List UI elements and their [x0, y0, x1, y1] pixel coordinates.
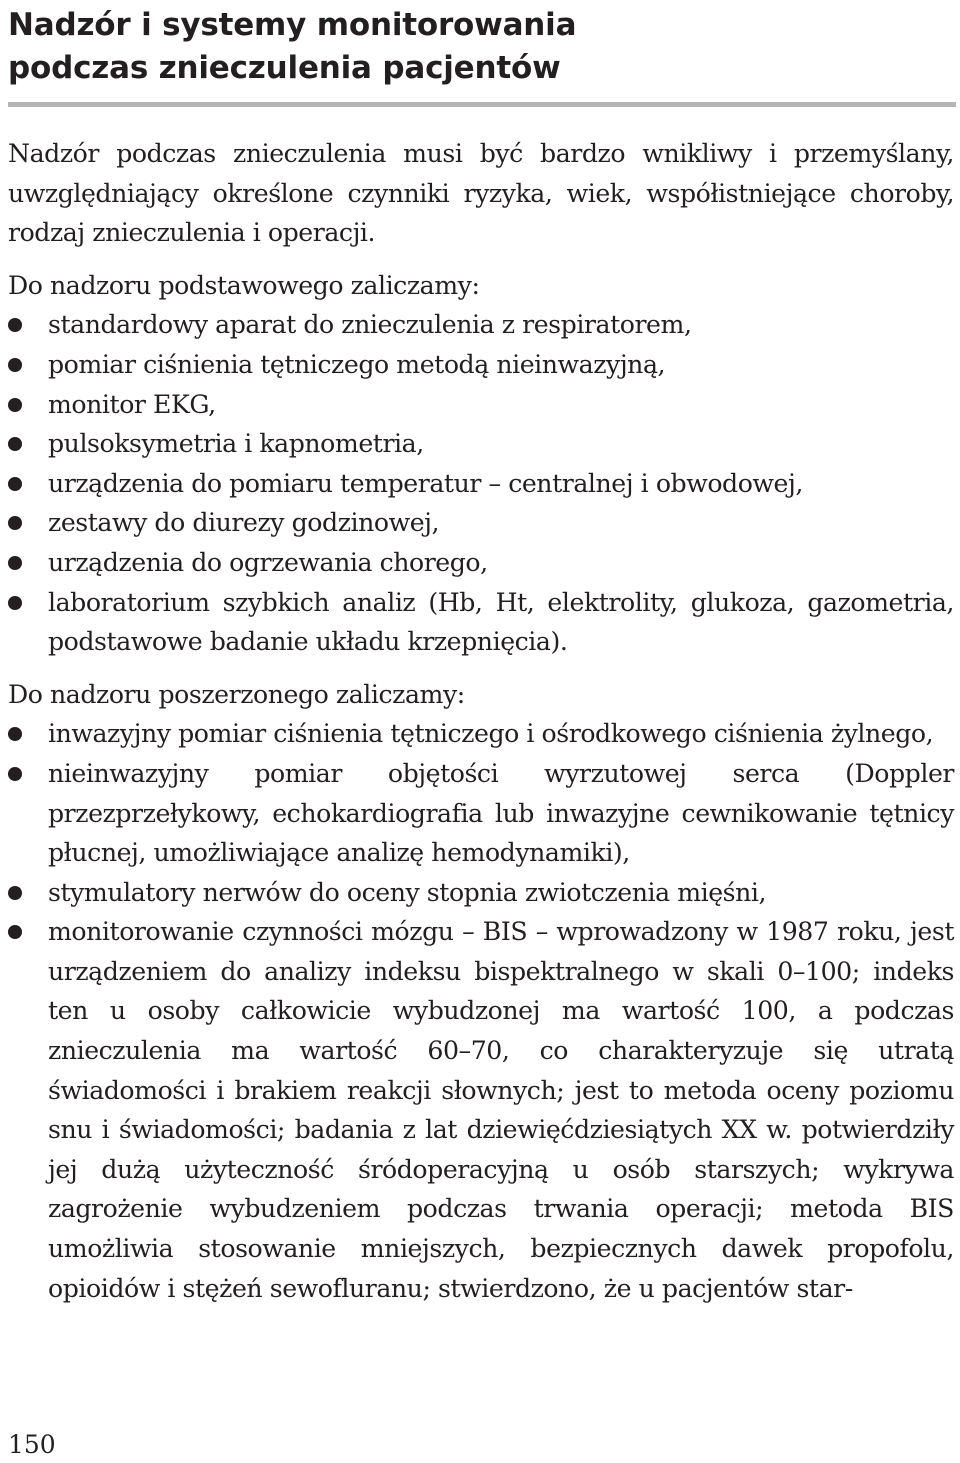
list-item-text: zestawy do diurezy godzinowej, — [48, 508, 440, 538]
extended-monitoring-list — [8, 714, 954, 1308]
list-item — [8, 345, 954, 385]
basic-monitoring-list — [8, 305, 954, 661]
bullet-icon — [8, 477, 22, 491]
list-item — [8, 583, 954, 662]
chapter-title-line-2: podczas znieczulenia pacjentów — [8, 50, 561, 86]
list-item-text: urządzenia do ogrzewania chorego, — [48, 547, 488, 577]
list-item-text: monitor EKG, — [48, 389, 216, 419]
list-item — [8, 424, 954, 464]
bullet-icon — [8, 358, 22, 372]
bullet-icon — [8, 516, 22, 530]
bullet-icon — [8, 437, 22, 451]
extended-monitoring-heading: Do nadzoru poszerzonego zaliczamy: — [8, 679, 465, 709]
chapter-title — [8, 4, 954, 90]
list-item-text: monitorowanie czynności mózgu – BIS – wprowadzony w 1987 roku, jest urządzeniem do analizy indeksu bispektralnego w skali 0–100; indeks ten u osoby całkowicie wybudzonej ma wartość 100, a podczas znieczulenia ma wartość 60–70, co charakteryzuje się utratą świadomości i brakiem reakcji słownych; jest to metoda oceny poziomu snu i świadomości; badania z lat dziewięćdziesiątych XX w. potwierdziły jej dużą użyteczność śródoperacyjną u osób starszych; wykrywa zagrożenie wybudzeniem podczas trwania operacji; metoda BIS umożliwia stosowanie mniejszych, bezpiecznych dawek propofolu, opioidów i stężeń sewofluranu; stwierdzono, że u pacjentów star- — [48, 917, 954, 1303]
list-item — [8, 385, 954, 425]
list-item — [8, 873, 954, 913]
basic-monitoring-heading: Do nadzoru podstawowego zaliczamy: — [8, 270, 480, 300]
list-item — [8, 754, 954, 873]
page — [8, 0, 954, 1308]
list-item-text: laboratorium szybkich analiz (Hb, Ht, elektrolity, glukoza, gazometria, podstawowe badanie układu krzepnięcia). — [48, 587, 954, 657]
title-underline-rule — [8, 102, 956, 107]
list-item-text: pulsoksymetria i kapnometria, — [48, 429, 424, 459]
list-item-text: standardowy aparat do znieczulenia z respiratorem, — [48, 310, 692, 340]
list-item-text: pomiar ciśnienia tętniczego metodą nieinwazyjną, — [48, 349, 666, 379]
page-number: 150 — [8, 1430, 56, 1459]
list-item — [8, 464, 954, 504]
bullet-icon — [8, 556, 22, 570]
list-item — [8, 714, 954, 754]
bullet-icon — [8, 398, 22, 412]
list-item — [8, 912, 954, 1308]
list-item-text: nieinwazyjny pomiar objętości wyrzutowej serca (Doppler przezprzełykowy, echokardiografia lub inwazyjne cewnikowanie tętnicy płucnej, umożliwiające analizę hemodynamiki), — [48, 758, 954, 868]
bullet-icon — [8, 925, 22, 939]
bullet-icon — [8, 596, 22, 610]
list-item — [8, 543, 954, 583]
bullet-icon — [8, 767, 22, 781]
body-text — [8, 134, 954, 1308]
list-item-text: urządzenia do pomiaru temperatur – centralnej i obwodowej, — [48, 468, 803, 498]
intro-paragraph: Nadzór podczas znieczulenia musi być bardzo wnikliwy i przemyślany, uwzględniający określone czynniki ryzyka, wiek, współistniejące choroby, rodzaj znieczulenia i operacji. — [8, 139, 954, 248]
bullet-icon — [8, 886, 22, 900]
list-item-text: stymulatory nerwów do oceny stopnia zwiotczenia mięśni, — [48, 877, 767, 907]
list-item — [8, 503, 954, 543]
bullet-icon — [8, 318, 22, 332]
list-item — [8, 305, 954, 345]
chapter-title-line-1: Nadzór i systemy monitorowania — [8, 7, 577, 43]
bullet-icon — [8, 727, 22, 741]
list-item-text: inwazyjny pomiar ciśnienia tętniczego i ośrodkowego ciśnienia żylnego, — [48, 719, 934, 749]
